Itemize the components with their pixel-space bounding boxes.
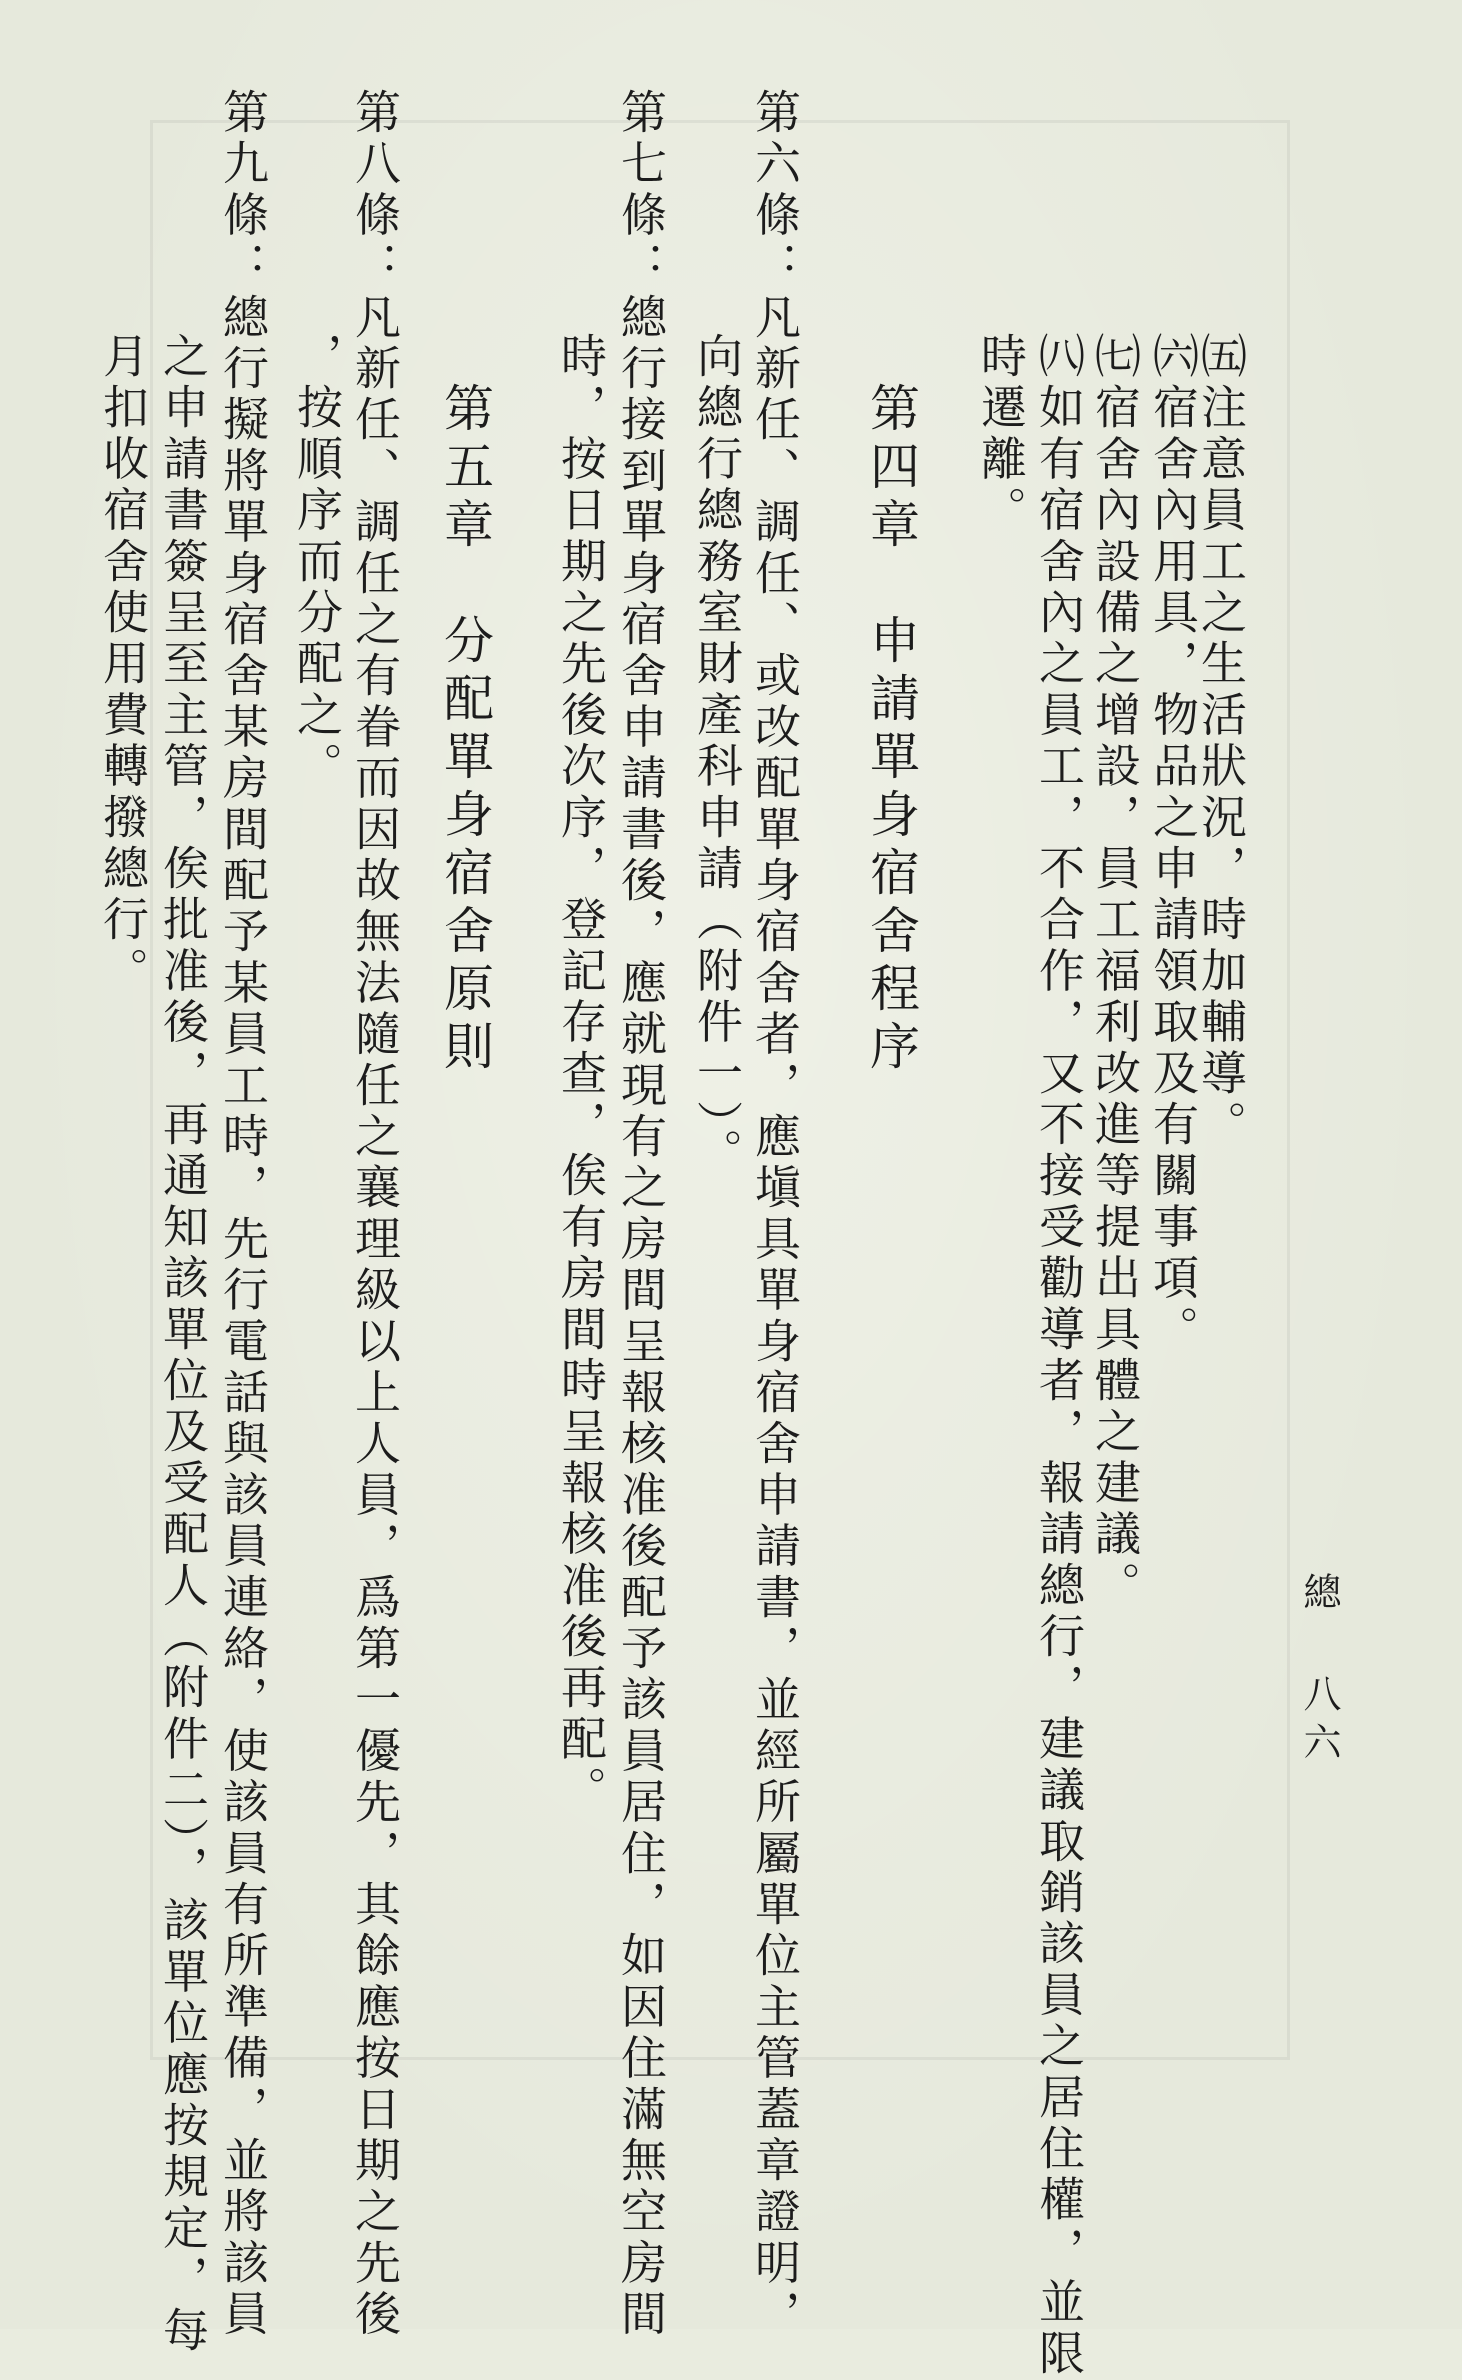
list-item-7: ㈦宿舍內設備之增設，員工福利改進等提出具體之建議。 bbox=[1088, 332, 1142, 1612]
article-6-continuation: 向總行總務室財產科申請（附件一）。 bbox=[690, 332, 744, 1180]
list-item-8: ㈧如有宿舍內之員工，不合作，又不接受勸導者，報請總行，建議取銷該員之居住權，並限 bbox=[1032, 332, 1086, 2380]
list-item-8-continuation: 時遷離。 bbox=[974, 332, 1028, 537]
page-number: 總 八六 bbox=[1297, 1572, 1341, 1770]
list-item-5: ㈤注意員工之生活狀況，時加輔導。 bbox=[1194, 332, 1248, 1152]
article-6: 第六條：凡新任、調任、或改配單身宿舍者，應塡具單身宿舍申請書，並經所屬單位主管蓋章證明， bbox=[748, 88, 802, 2341]
article-9-continuation: 之申請書簽呈至主管，俟批准後，再通知該單位及受配人（附件二），該單位應按規定，每 bbox=[156, 332, 210, 2357]
article-9-continuation-2: 月扣收宿舍使用費轉撥總行。 bbox=[96, 332, 150, 998]
article-7-continuation: 時，按日期之先後次序，登記存查，俟有房間時呈報核准後再配。 bbox=[554, 332, 608, 1817]
list-item-6: ㈥宿舍內用具，物品之申請領取及有關事項。 bbox=[1146, 332, 1200, 1356]
chapter-4-heading: 第四章 申請單身宿舍程序 bbox=[862, 382, 920, 1078]
article-9: 第九條：總行擬將單身宿舍某房間配予某員工時，先行電話與該員連絡，使該員有所準備，並將該員 bbox=[216, 88, 270, 2341]
article-7: 第七條：總行接到單身宿舍申請書後，應就現有之房間呈報核准後配予該員居住，如因住滿無空房間 bbox=[614, 88, 668, 2341]
article-8: 第八條：凡新任、調任之有眷而因故無法隨任之襄理級以上人員，爲第一優先，其餘應按日期之先後 bbox=[348, 88, 402, 2341]
article-8-continuation: ，按順序而分配之。 bbox=[290, 332, 344, 793]
chapter-5-heading: 第五章 分配單身宿舍原則 bbox=[436, 382, 494, 1078]
